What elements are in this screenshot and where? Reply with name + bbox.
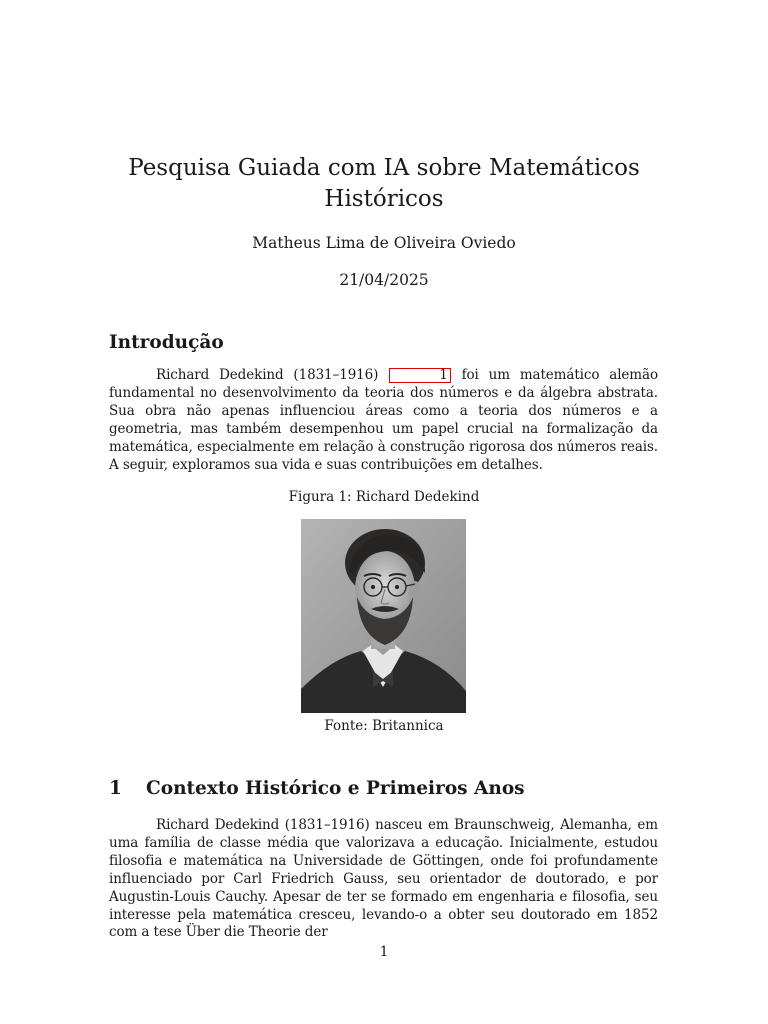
intro-paragraph [109,367,658,474]
section-1-title: Contexto Histórico e Primeiros Anos [146,778,525,799]
intro-heading: Introdução [109,332,224,353]
citation-link[interactable]: 1 [389,368,451,383]
figure-source: Fonte: Britannica [324,718,444,734]
document-date: 21/04/2025 [339,271,429,289]
figure-caption: Figura 1: Richard Dedekind [288,489,480,505]
section-1-heading [109,777,525,801]
section-1-number: 1 [109,778,122,799]
page-number: 1 [379,944,389,960]
intro-text-after-cite: foi um matemático alemão fundamental no desenvolvimento da teoria dos números e da álgebra abstrata. Sua obra não apenas influenciou áreas como a teoria dos números e a geometria, mas também desempenhou um papel crucial na formalização da matemática, especialmente em relação à construção rigorosa dos números reais. A seguir, exploramos sua vida e suas contribuições em detalhes. [109,367,658,473]
intro-text-before-cite: Richard Dedekind (1831–1916) [156,367,379,383]
document-title [100,153,668,215]
author-name: Matheus Lima de Oliveira Oviedo [252,234,516,252]
dedekind-portrait-image [301,519,466,713]
title-line-2: Históricos [324,186,444,212]
portrait-illustration [301,519,466,713]
section-1-paragraph: Richard Dedekind (1831–1916) nasceu em Braunschweig, Alemanha, em uma família de classe média que valorizava a educação. Inicialmente, estudou filosofia e matemática na Universidade de Göttingen, onde foi profundamente influenciado por Carl Friedrich Gauss, seu orientador de doutorado, e por Augustin-Louis Cauchy. Apesar de ter se formado em engenharia e filosofia, seu interesse pela matemática cresceu, levando-o a obter seu doutorado em 1852 com a tese Über die Theorie der [109,817,658,941]
title-line-1: Pesquisa Guiada com IA sobre Matemáticos [128,155,640,181]
